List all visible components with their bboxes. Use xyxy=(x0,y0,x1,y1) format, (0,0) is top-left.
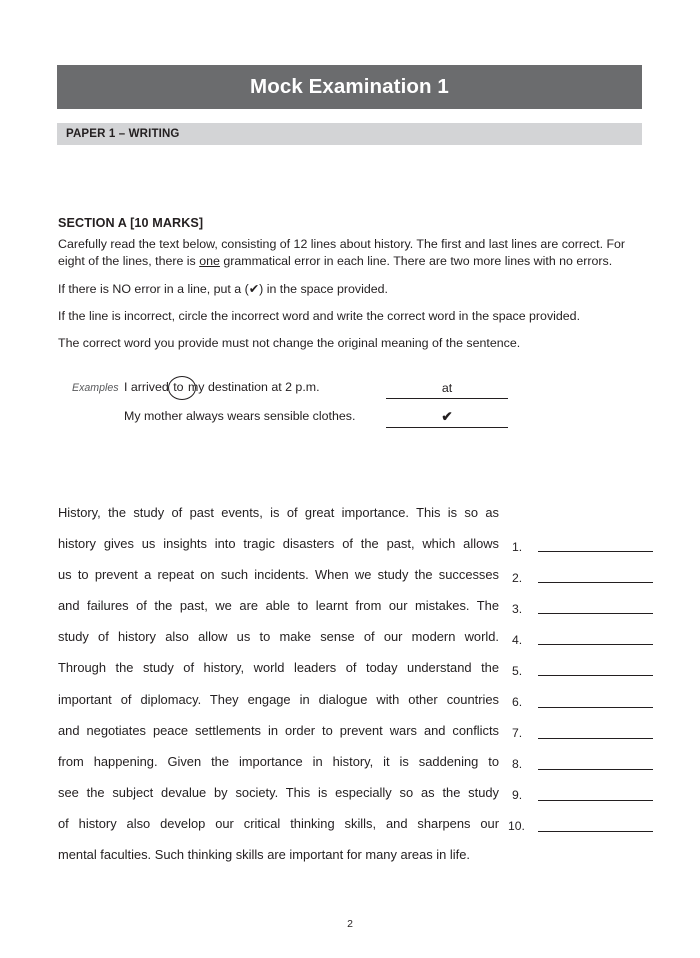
page-number: 2 xyxy=(347,918,353,930)
answer-number: 3. xyxy=(512,601,523,616)
passage-line: and failures of the past, we are able to learnt from our mistakes. The xyxy=(58,598,499,614)
example-row xyxy=(72,380,542,409)
passage-line: important of diplomacy. They engage in dialogue with other countries xyxy=(58,691,499,707)
paper-section-bar xyxy=(57,123,642,145)
answer-number: 10. xyxy=(508,819,525,834)
instruction-paragraph-3: If the line is incorrect, circle the incorrect word and write the correct word in the space provided. xyxy=(58,308,581,323)
answer-row[interactable] xyxy=(512,624,657,655)
example-sentence: My mother always wears sensible clothes. xyxy=(124,409,356,423)
answer-row[interactable] xyxy=(508,811,657,842)
instruction-paragraph-4: The correct word you provide must not change the original meaning of the sentence. xyxy=(58,336,521,351)
passage-line: see the subject devalue by society. This is especially so as the study xyxy=(58,784,499,800)
answer-write-line[interactable] xyxy=(538,634,653,645)
answer-write-line[interactable] xyxy=(538,790,653,801)
exam-title-bar xyxy=(57,65,642,109)
passage-line: History, the study of past events, is of great importance. This is so as xyxy=(58,505,499,520)
passage-line: Through the study of history, world leaders of today understand the xyxy=(58,660,499,676)
example-answer-line: at xyxy=(386,380,508,399)
example-sentence xyxy=(124,380,386,394)
answer-write-line[interactable] xyxy=(538,541,653,552)
answer-number: 8. xyxy=(512,757,523,772)
example-row xyxy=(72,409,542,438)
answer-write-line[interactable] xyxy=(538,572,653,583)
example-sentence-pre: I arrived xyxy=(124,380,173,394)
passage-line: study of history also allow us to make sense of our modern world. xyxy=(58,629,499,645)
instruction-paragraph-1 xyxy=(58,236,644,271)
answer-row[interactable] xyxy=(512,593,657,624)
answer-write-line[interactable] xyxy=(538,603,653,614)
answer-write-line[interactable] xyxy=(538,728,653,739)
section-heading: SECTION A [10 MARKS] xyxy=(58,216,204,230)
answer-write-line[interactable] xyxy=(538,665,653,676)
instructions-block xyxy=(58,236,644,352)
answer-row[interactable] xyxy=(512,655,657,686)
passage-line: us to prevent a repeat on such incidents. When we study the successes xyxy=(58,567,499,583)
answer-row[interactable] xyxy=(512,686,657,717)
passage-line: from happening. Given the importance in history, it is saddening to xyxy=(58,753,499,769)
passage-line: of history also develop our critical thinking skills, and sharpens our xyxy=(58,815,499,831)
instruction-1-after: grammatical error in each line. There are two more lines with no errors. xyxy=(219,254,613,269)
examples-label-spacer xyxy=(72,409,124,411)
instruction-1-before: Carefully read the text below, consisting of 12 lines about history. The first and last lines are correct. For eight of the lines, there is xyxy=(58,237,626,269)
circled-word-text: to xyxy=(173,380,184,394)
answer-number: 7. xyxy=(512,726,523,741)
answer-number: 5. xyxy=(512,663,523,678)
passage-line: mental faculties. Such thinking skills are important for many areas in life. xyxy=(58,847,470,863)
instruction-paragraph-2: If there is NO error in a line, put a (✔) in the space provided. xyxy=(58,281,388,296)
examples-block xyxy=(72,380,542,438)
passage-line: history gives us insights into tragic disasters of the past, which allows xyxy=(58,536,499,552)
answer-row[interactable] xyxy=(512,531,657,562)
answer-number: 4. xyxy=(512,632,523,647)
exam-title: Mock Examination 1 xyxy=(250,75,449,98)
examples-label: Examples xyxy=(72,381,119,394)
answer-row[interactable] xyxy=(512,780,657,811)
example-sentence-post: my destination at 2 p.m. xyxy=(184,380,320,394)
answer-number: 1. xyxy=(512,539,523,554)
example-answer-line: ✔ xyxy=(386,409,508,428)
answer-write-line[interactable] xyxy=(538,821,653,832)
answer-number: 6. xyxy=(512,695,523,710)
circled-word xyxy=(172,380,184,394)
passage-text xyxy=(58,497,499,870)
instruction-1-underlined: one xyxy=(199,254,220,269)
answer-row[interactable] xyxy=(512,718,657,749)
passage-line: and negotiates peace settlements in order to prevent wars and conflicts xyxy=(58,722,499,738)
answer-number: 9. xyxy=(512,788,523,803)
answer-row[interactable] xyxy=(512,749,657,780)
answer-row[interactable] xyxy=(512,562,657,593)
paper-label: PAPER 1 – WRITING xyxy=(66,128,180,140)
answer-write-line[interactable] xyxy=(538,697,653,708)
answer-lines-block xyxy=(508,497,657,842)
answer-number: 2. xyxy=(512,570,523,585)
answer-write-line[interactable] xyxy=(538,759,653,770)
